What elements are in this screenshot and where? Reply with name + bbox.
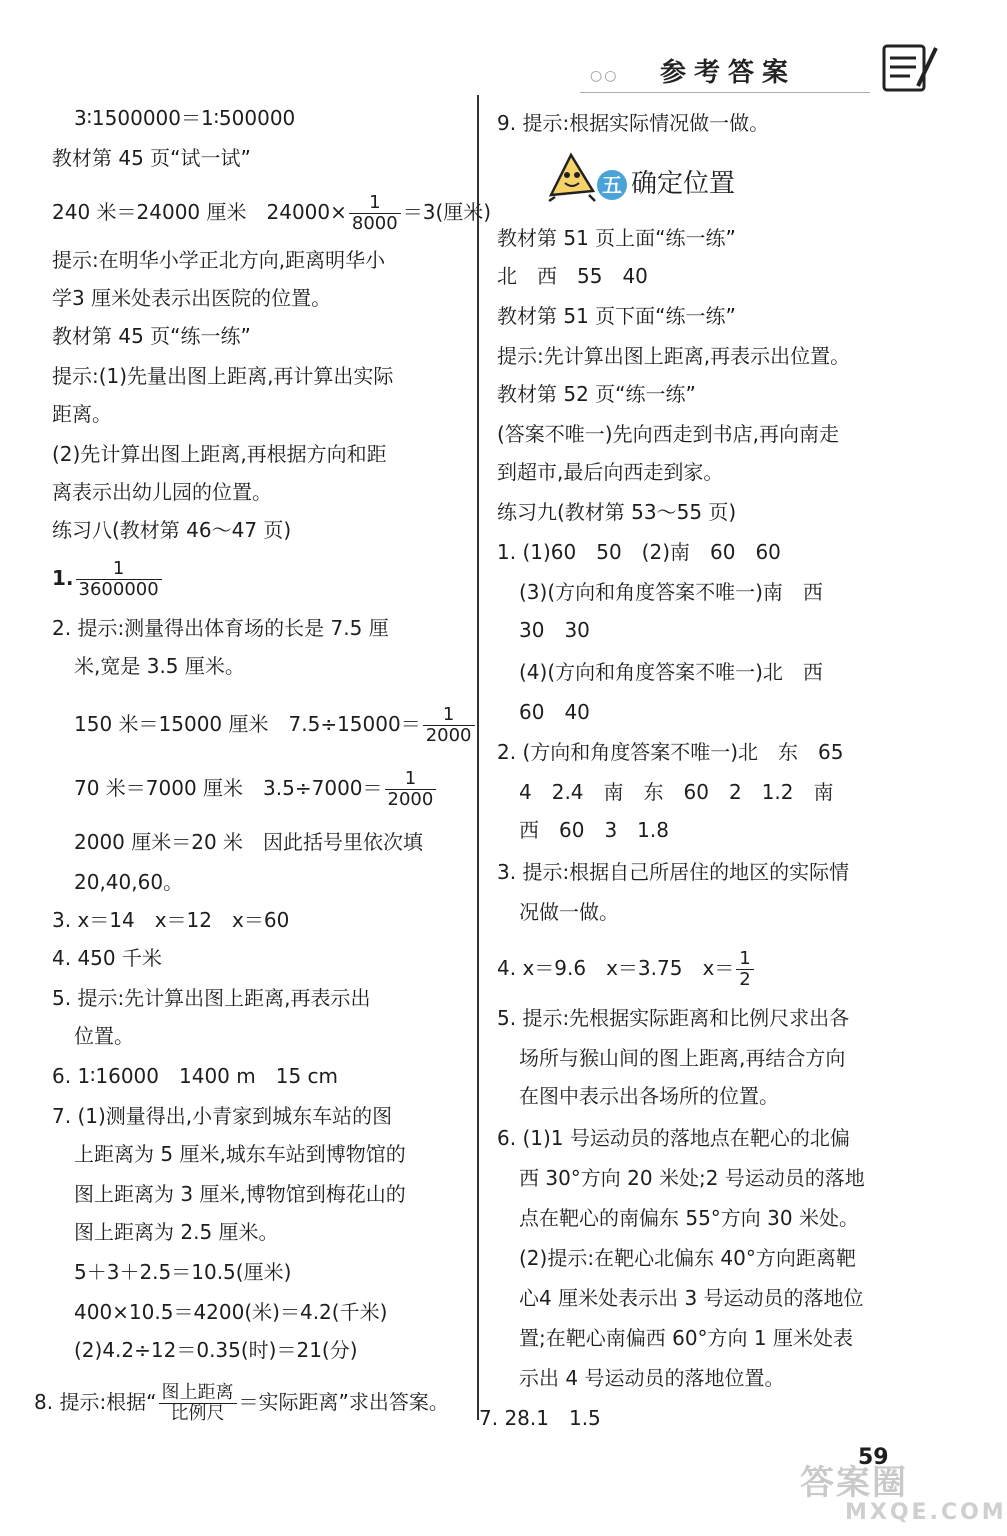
answer-line: 上距离为 5 厘米,城东车站到博物馆的 <box>74 1142 406 1166</box>
answer-line: 7. 28.1 1.5 <box>479 1406 601 1430</box>
answer-line: 图上距离为 3 厘米,博物馆到梅花山的 <box>74 1182 406 1206</box>
answer-line: 400×10.5＝4200(米)＝4.2(千米) <box>74 1300 388 1324</box>
answer-line: 2. 提示:测量得出体育场的长是 7.5 厘 <box>52 616 389 640</box>
answer-line: 3. 提示:根据自己所居住的地区的实际情 <box>497 860 850 884</box>
section-title: 确定位置 <box>631 169 736 199</box>
answer-line: (4)(方向和角度答案不唯一)北 西 <box>519 660 823 684</box>
fraction: $\frac{1}{2000}$ <box>423 705 475 746</box>
answer-line: 图上距离为 2.5 厘米。 <box>74 1220 279 1244</box>
answer-line: 提示:(1)先量出图上距离,再计算出实际 <box>52 364 394 388</box>
answer-line: 5. 提示:先根据实际距离和比例尺求出各 <box>497 1006 850 1030</box>
answer-line: 置;在靶心南偏西 60°方向 1 厘米处表 <box>519 1326 853 1350</box>
fraction: $\frac{1}{2}$ <box>736 949 753 990</box>
answer-line: 150 米＝15000 厘米 7.5÷15000＝ $\frac{1}{2000}$ <box>52 705 477 746</box>
answer-line: 30 30 <box>519 618 590 642</box>
section-heading: 练习九(教材第 53～55 页) <box>497 500 737 524</box>
answer-line: 1. $\frac{1}{3600000}$ <box>52 559 164 600</box>
answer-line: 20,40,60。 <box>74 870 184 894</box>
answer-line: 7. (1)测量得出,小青家到城东车站的图 <box>52 1104 393 1128</box>
answer-line: 3∶1500000＝1∶500000 <box>74 106 296 130</box>
answer-line: (2)4.2÷12＝0.35(时)＝21(分) <box>74 1338 358 1362</box>
answer-line: 西 60 3 1.8 <box>519 818 669 842</box>
column-divider <box>477 95 479 1420</box>
answer-line: 提示:先计算出图上距离,再表示出位置。 <box>497 344 851 368</box>
fraction: $\frac{1}{8000}$ <box>349 193 401 234</box>
section-heading: 教材第 52 页“练一练” <box>497 382 696 406</box>
answer-line: 米,宽是 3.5 厘米。 <box>74 654 245 678</box>
notebook-pencil-icon <box>876 40 940 100</box>
answer-line: 距离。 <box>52 402 112 426</box>
section-number-badge: 五 <box>597 170 627 200</box>
answer-line: 西 30°方向 20 米处;2 号运动员的落地 <box>519 1166 865 1190</box>
fraction: $\frac{\text{图上距离}}{\text{比例尺}}$ <box>159 1383 237 1424</box>
answer-line: 60 40 <box>519 700 590 724</box>
answer-line: 6. 1∶16000 1400 m 15 cm <box>52 1064 339 1088</box>
header-title: 参考答案 <box>660 58 797 88</box>
answer-line: 场所与猴山间的图上距离,再结合方向 <box>519 1046 846 1070</box>
header-rule <box>580 92 870 93</box>
answer-line: 点在靶心的南偏东 55°方向 30 米处。 <box>519 1206 859 1230</box>
fraction: $\frac{1}{3600000}$ <box>76 559 162 600</box>
answer-line: 9. 提示:根据实际情况做一做。 <box>497 111 770 135</box>
watermark-url: MXQE.COM <box>845 1500 1007 1525</box>
answer-line: 5. 提示:先计算出图上距离,再表示出 <box>52 986 371 1010</box>
section-heading: 教材第 45 页“试一试” <box>52 146 251 170</box>
answer-line: (答案不唯一)先向西走到书店,再向南走 <box>497 422 839 446</box>
answer-line: 240 米＝24000 厘米 24000× $\frac{1}{8000}$ ＝3(厘米) <box>52 192 492 234</box>
watermark-logo: 答案圈 <box>800 1463 908 1503</box>
fraction: $\frac{1}{2000}$ <box>385 769 437 810</box>
answer-line: 北 西 55 40 <box>497 264 648 288</box>
answer-line: 位置。 <box>74 1024 134 1048</box>
answer-line: 70 米＝7000 厘米 3.5÷7000＝ $\frac{1}{2000}$ <box>52 769 438 810</box>
answer-line: (2)提示:在靶心北偏东 40°方向距离靶 <box>519 1246 856 1270</box>
answer-line: 4. x＝9.6 x＝3.75 x＝ $\frac{1}{2}$ <box>497 949 756 990</box>
answer-line: 2. (方向和角度答案不唯一)北 东 65 <box>497 740 844 764</box>
answer-line: 1. (1)60 50 (2)南 60 60 <box>497 540 781 564</box>
section-heading: 教材第 51 页上面“练一练” <box>497 226 736 250</box>
answer-line: 5＋3＋2.5＝10.5(厘米) <box>74 1260 292 1284</box>
answer-line: 2000 厘米＝20 米 因此括号里依次填 <box>74 830 424 854</box>
section-title-block <box>597 163 735 200</box>
answer-line: (3)(方向和角度答案不唯一)南 西 <box>519 580 823 604</box>
answer-line: 4 2.4 南 东 60 2 1.2 南 <box>519 780 834 804</box>
answer-line: 况做一做。 <box>519 900 619 924</box>
answer-line: 到超市,最后向西走到家。 <box>497 460 724 484</box>
answer-line: 心4 厘米处表示出 3 号运动员的落地位 <box>519 1286 864 1310</box>
header-dots: ○○ <box>590 68 619 84</box>
answer-line: 示出 4 号运动员的落地位置。 <box>519 1366 785 1390</box>
answer-line: 离表示出幼儿园的位置。 <box>52 480 272 504</box>
answer-line: 提示:在明华小学正北方向,距离明华小 <box>52 248 386 272</box>
answer-line: (2)先计算出图上距离,再根据方向和距 <box>52 442 387 466</box>
answer-line: 6. (1)1 号运动员的落地点在靶心的北偏 <box>497 1126 850 1150</box>
section-heading: 教材第 45 页“练一练” <box>52 324 251 348</box>
mascot-icon <box>545 151 601 210</box>
page-header <box>560 40 980 100</box>
section-heading: 教材第 51 页下面“练一练” <box>497 304 736 328</box>
answer-line: 学3 厘米处表示出医院的位置。 <box>52 286 332 310</box>
answer-line: 8. 提示:根据“ $\frac{\text{图上距离}}{\text{比例尺}}$ ＝实际距离”求出答案。 <box>34 1382 449 1424</box>
answer-line: 在图中表示出各场所的位置。 <box>519 1084 779 1108</box>
answer-line: 3. x＝14 x＝12 x＝60 <box>52 908 290 932</box>
answer-line: 4. 450 千米 <box>52 946 162 970</box>
page-number: 59 <box>858 1445 889 1470</box>
section-heading: 练习八(教材第 46～47 页) <box>52 518 292 542</box>
